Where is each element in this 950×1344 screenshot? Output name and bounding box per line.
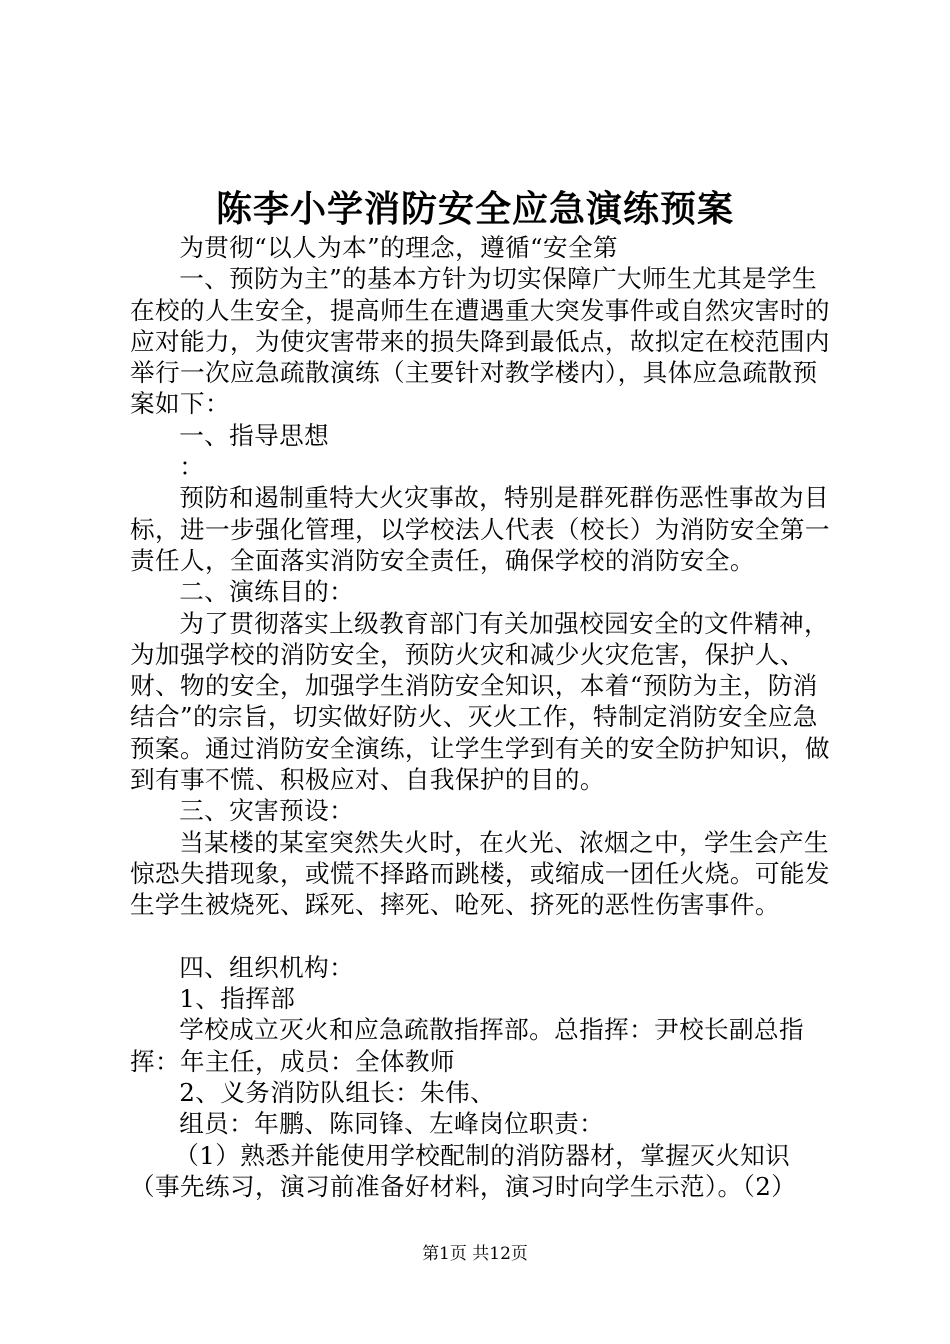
- paragraph-drill-purpose: 为了贯彻落实上级教育部门有关加强校园安全的文件精神，为加强学校的消防安全，预防火灾和减少火灾危害，保护人、财、物的安全，加强学生消防安全知识，本着“预防为主，防消结合”的宗旨，切实做好防火、灭火工作，特制定消防安全应急预案。通过消防安全演练，让学生学到有关的安全防护知识，做到有事不慌、积极应对、自我保护的目的。: [130, 608, 830, 795]
- heading-guiding-thought: 一、指导思想: [179, 420, 330, 450]
- paragraph-fire-team-members: 组员：年鹏、陈同锋、左峰岗位职责：: [179, 1109, 605, 1139]
- document-body: [130, 232, 830, 1202]
- document-title: 陈李小学消防安全应急演练预案: [215, 188, 734, 230]
- heading-disaster-scenario: 三、灾害预设：: [179, 796, 355, 826]
- paragraph-colon: ：: [179, 452, 205, 482]
- heading-organization: 四、组织机构：: [179, 952, 355, 982]
- paragraph-duties: （1）熟悉并能使用学校配制的消防器材，掌握灭火知识（事先练习，演习前准备好材料，演习时向学生示范）。（2）: [130, 1140, 797, 1201]
- paragraph-disaster-scenario: 当某楼的某室突然失火时，在火光、浓烟之中，学生会产生惊恐失措现象，或慌不择路而跳楼，或缩成一团任火烧。可能发生学生被烧死、踩死、摔死、呛死、挤死的恶性伤害事件。: [130, 827, 830, 920]
- heading-drill-purpose: 二、演练目的：: [179, 577, 355, 607]
- paragraph-fire-team-leader: 2、义务消防队组长：朱伟、: [179, 1078, 496, 1108]
- page-footer: 第1页 共12页: [422, 1244, 528, 1264]
- heading-command: 1、指挥部: [179, 984, 296, 1014]
- paragraph-purpose: 一、预防为主”的基本方针为切实保障广大师生尤其是学生在校的人生安全，提高师生在遭遇重大突发事件或自然灾害时的应对能力，为使灾害带来的损失降到最低点，故拟定在校范围内举行一次应急疏散演练（主要针对教学楼内），具体应急疏散预案如下：: [130, 264, 830, 419]
- paragraph-intro: 为贯彻“以人为本”的理念，遵循“安全第: [179, 233, 619, 262]
- paragraph-guiding-thought: 预防和遏制重特大火灾事故，特别是群死群伤恶性事故为目标，进一步强化管理，以学校法人代表（校长）为消防安全第一责任人，全面落实消防安全责任，确保学校的消防安全。: [130, 483, 830, 575]
- paragraph-command: 学校成立灭火和应急疏散指挥部。总指挥：尹校长副总指挥：年主任，成员：全体教师: [130, 1015, 805, 1076]
- paragraph-gap: [130, 921, 830, 952]
